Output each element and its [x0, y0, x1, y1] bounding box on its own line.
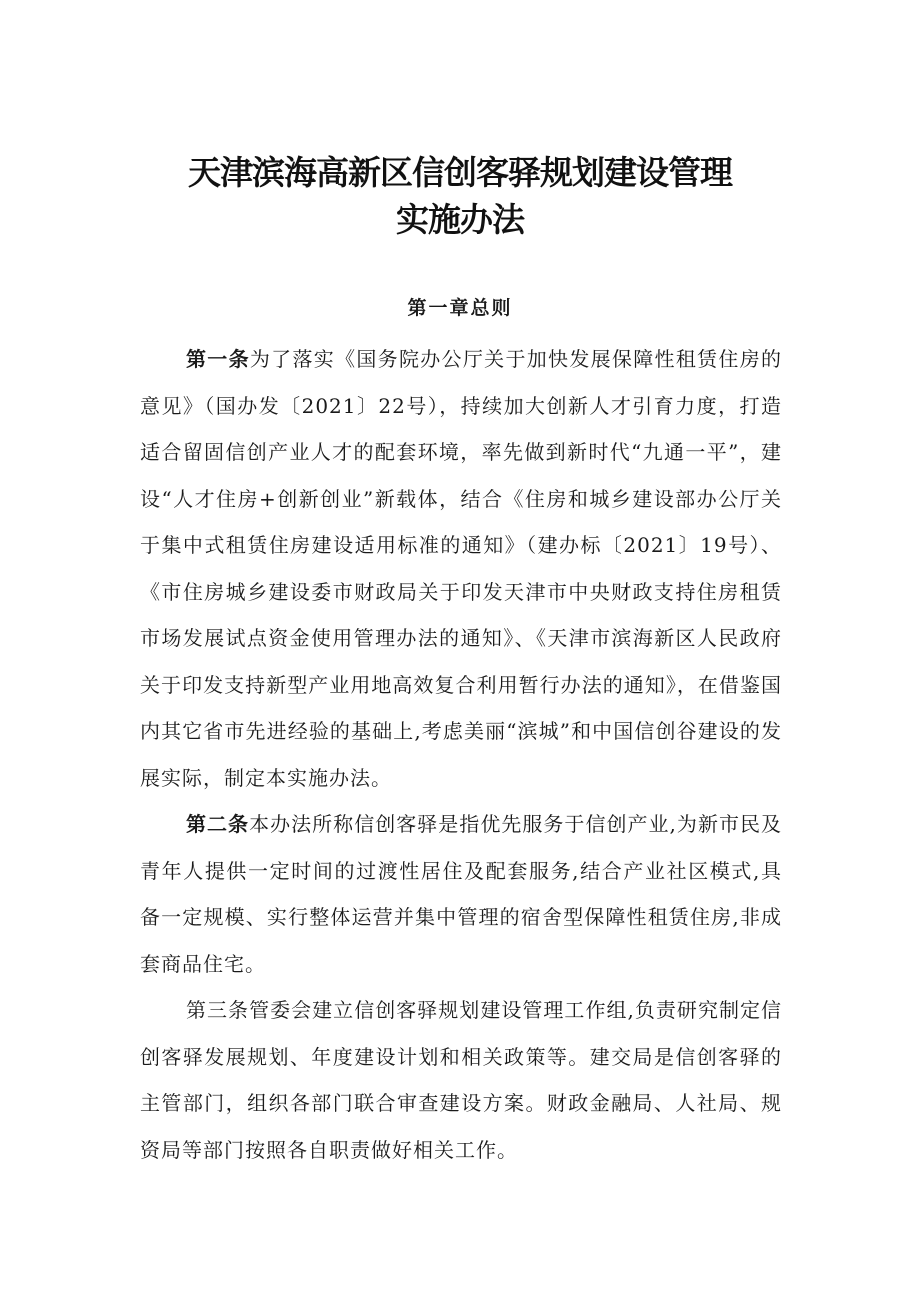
article-3-label: 第三条: [186, 998, 250, 1022]
article-2: [140, 801, 782, 987]
document-title-line-2: 实施办法: [396, 200, 524, 239]
article-2-label: 第二条: [186, 812, 250, 836]
article-2-text: 本办法所称信创客驿是指优先服务于信创产业,为新市民及青年人提供一定时间的过渡性居住及配套服务,结合产业社区模式,具备一定规模、实行整体运营并集中管理的宿舍型保障性租赁住房,非成套商品住宅。: [140, 812, 783, 976]
article-3-text: 管委会建立信创客驿规划建设管理工作组,负责研究制定信创客驿发展规划、年度建设计划和相关政策等。建交局是信创客驿的主管部门，组织各部门联合审查建设方案。财政金融局、人社局、规资局等部门按照各自职责做好相关工作。: [140, 998, 783, 1162]
document-title-line-1: 天津滨海高新区信创客驿规划建设管理: [188, 153, 732, 192]
article-3: [140, 987, 782, 1173]
chapter-heading: 第一章总则: [407, 297, 513, 319]
article-1-label: 第一条: [186, 347, 250, 371]
article-1: [140, 336, 782, 801]
article-1-text: 为了落实《国务院办公厅关于加快发展保障性租赁住房的意见》（国办发〔2021〕22号），持续加大创新人才引育力度，打造适合留固信创产业人才的配套环境，率先做到新时代“九通一平”，建设“人才住房+创新创业”新载体，结合《住房和城乡建设部办公厅关于集中式租赁住房建设适用标准的通知》（建办标〔2021〕19号）、《市住房城乡建设委市财政局关于印发天津市中央财政支持住房租赁市场发展试点资金使用管理办法的通知》、《天津市滨海新区人民政府关于印发支持新型产业用地高效复合利用暂行办法的通知》，在借鉴国内其它省市先进经验的基础上,考虑美丽“滨城”和中国信创谷建设的发展实际，制定本实施办法。: [140, 347, 783, 790]
